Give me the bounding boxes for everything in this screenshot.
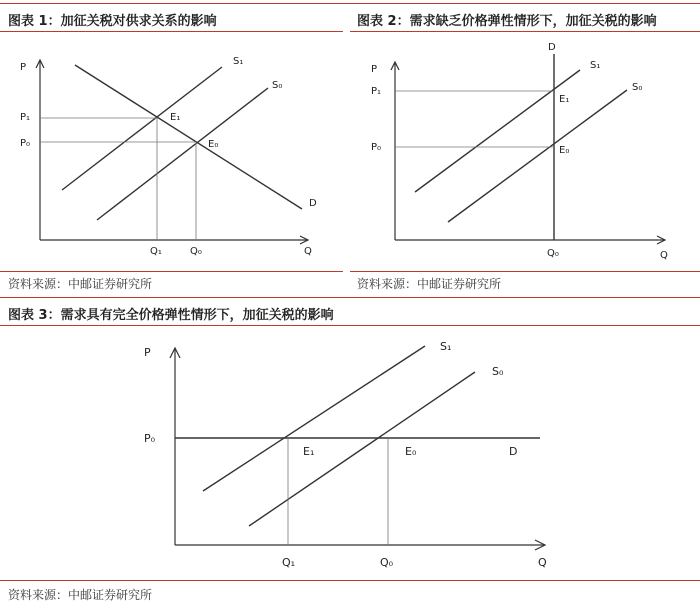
fig2-source: 资料来源：中邮证券研究所: [357, 277, 502, 291]
fig1-title: 图表 1：加征关税对供求关系的影响: [8, 14, 217, 29]
fig3-q0-label: Q₀: [380, 556, 394, 569]
fig1-s1-label: S₁: [233, 56, 244, 67]
fig2-e0-label: E₀: [559, 145, 570, 156]
fig3-source-rule: [0, 580, 700, 581]
fig2-s1-curve: [415, 70, 580, 192]
top-red-rule: [0, 3, 700, 4]
fig1-e1-label: E₁: [170, 112, 181, 123]
fig3-title: 图表 3：需求具有完全价格弹性情形下，加征关税的影响: [8, 308, 334, 323]
fig1-s0-curve: [97, 88, 268, 220]
fig2-s0-curve: [448, 90, 627, 222]
fig2-diagram: [350, 40, 700, 265]
fig2-d-label: D: [548, 42, 556, 53]
fig2-source-rule: [350, 271, 700, 272]
fig1-p0-label: P₀: [20, 138, 31, 149]
fig1-s1-curve: [62, 67, 222, 190]
fig3-s1-label: S₁: [440, 340, 452, 353]
fig3-e1-label: E₁: [303, 445, 315, 458]
fig2-q-label: Q: [660, 250, 668, 261]
fig3-q1-label: Q₁: [282, 556, 296, 569]
fig2-p0-label: P₀: [371, 142, 382, 153]
fig1-p-label: P: [20, 62, 27, 73]
fig2-title-rule: [350, 31, 700, 32]
fig3-title-rule: [0, 325, 700, 326]
fig3-p0-label: P₀: [144, 432, 156, 445]
fig3-s1-curve: [203, 346, 425, 491]
fig1-e0-label: E₀: [208, 139, 219, 150]
fig3-p-label: P: [144, 346, 151, 359]
fig1-q0-label: Q₀: [190, 246, 202, 257]
fig2-s0-label: S₀: [632, 82, 643, 93]
fig1-d-curve: [75, 65, 302, 209]
fig3-diagram: [0, 330, 700, 575]
fig2-q0-label: Q₀: [547, 248, 559, 259]
fig2-title: 图表 2：需求缺乏价格弹性情形下，加征关税的影响: [357, 14, 657, 29]
fig3-e0-label: E₀: [405, 445, 417, 458]
fig1-p1-label: P₁: [20, 112, 31, 123]
fig3-s0-curve: [249, 372, 475, 526]
fig3-q-label: Q: [538, 556, 547, 569]
fig3-s0-label: S₀: [492, 365, 504, 378]
fig2-e1-label: E₁: [559, 94, 570, 105]
fig1-source: 资料来源：中邮证券研究所: [8, 277, 153, 291]
fig1-d-label: D: [309, 198, 317, 209]
fig1-source-rule: [0, 271, 343, 272]
fig2-p1-label: P₁: [371, 86, 382, 97]
fig1-s0-label: S₀: [272, 80, 283, 91]
fig2-s1-label: S₁: [590, 60, 601, 71]
fig3-top-rule: [0, 297, 700, 298]
fig2-p-label: P: [371, 64, 378, 75]
fig1-q-label: Q: [304, 246, 312, 257]
fig1-diagram: [0, 40, 345, 265]
fig3-source: 资料来源：中邮证券研究所: [8, 588, 153, 602]
fig3-d-label: D: [509, 445, 518, 458]
fig1-title-rule: [0, 31, 343, 32]
fig1-q1-label: Q₁: [150, 246, 162, 257]
